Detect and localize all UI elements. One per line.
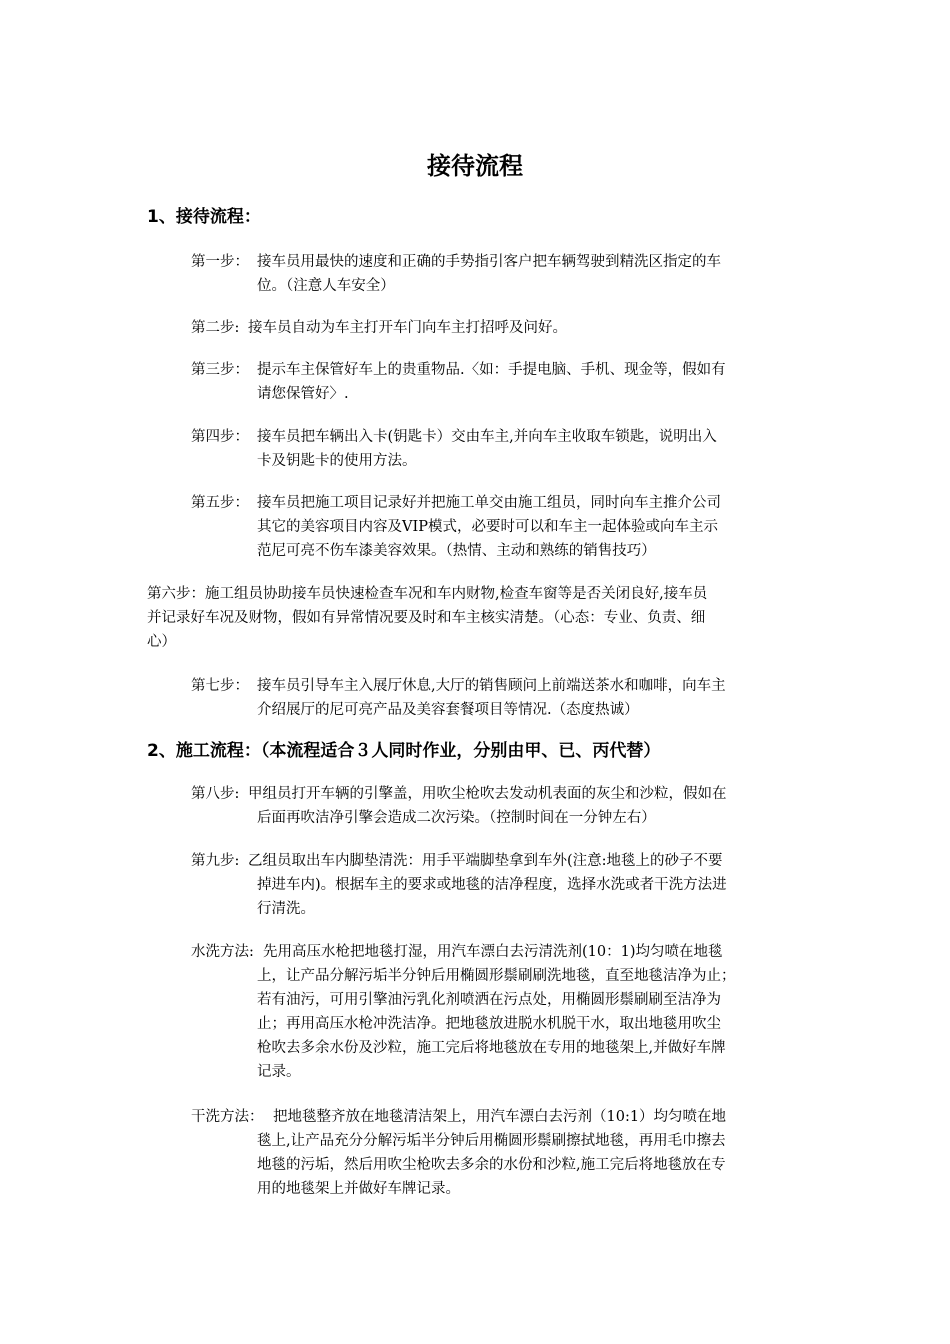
section-heading-reception: 1、接待流程： bbox=[147, 207, 261, 227]
step-item bbox=[191, 782, 815, 830]
step-label: 干洗方法： bbox=[191, 1109, 264, 1125]
step-item bbox=[191, 425, 815, 473]
text-line: 用的地毯架上并做好车牌记录。 bbox=[257, 1181, 460, 1197]
section-heading-construction: 2、施工流程：（本流程适合３人同时作业，分别由甲、已、丙代替） bbox=[147, 741, 661, 761]
text-line: 提示车主保管好车上的贵重物品.〈如：手提电脑、手机、现金等，假如有 bbox=[257, 362, 726, 378]
text-line: 把地毯整齐放在地毯清洁架上，用汽车漂白去污剂（10:1）均匀喷在地 bbox=[273, 1109, 727, 1125]
step-item bbox=[191, 316, 815, 340]
step-item bbox=[191, 491, 815, 563]
text-line: 卡及钥匙卡的使用方法。 bbox=[257, 453, 417, 469]
step-item bbox=[147, 582, 813, 654]
text-line: 心） bbox=[147, 634, 176, 650]
text-line: 介绍展厅的尼可亮产品及美容套餐项目等情况.（态度热诚） bbox=[257, 702, 639, 718]
step-label: 第四步： bbox=[191, 429, 249, 445]
text-line: 施工组员协助接车员快速检查车况和车内财物,检查车窗等是否关闭良好,接车员 bbox=[205, 586, 708, 602]
text-line: 接车员自动为车主打开车门向车主打招呼及问好。 bbox=[248, 320, 567, 336]
step-text bbox=[147, 582, 813, 606]
step-text bbox=[248, 316, 806, 340]
text-line: 掉进车内)。根据车主的要求或地毯的洁净程度，选择水洗或者干洗方法进 bbox=[257, 877, 727, 893]
step-text bbox=[257, 491, 815, 563]
step-text bbox=[257, 940, 815, 1084]
text-line: 枪吹去多余水份及沙粒，施工完后将地毯放在专用的地毯架上,并做好车牌 bbox=[257, 1040, 726, 1056]
text-line: 请您保管好〉. bbox=[257, 386, 349, 402]
step-label: 第五步： bbox=[191, 495, 249, 511]
step-item bbox=[191, 250, 815, 298]
step-text bbox=[248, 849, 815, 921]
text-line: 先用高压水枪把地毯打湿，用汽车漂白去污清洗剂(10：1)均匀喷在地毯 bbox=[263, 944, 723, 960]
text-line: 后面再吹洁净引擎会造成二次污染。（控制时间在一分钟左右） bbox=[257, 810, 656, 826]
text-line: 止；再用高压水枪冲洗洁净。把地毯放进脱水机脱干水，取出地毯用吹尘 bbox=[257, 1016, 721, 1032]
text-line: 甲组员打开车辆的引擎盖，用吹尘枪吹去发动机表面的灰尘和沙粒，假如在 bbox=[248, 786, 727, 802]
step-item bbox=[191, 1105, 815, 1201]
text-line: 毯上,让产品充分分解污垢半分钟后用椭圆形鬃刷擦拭地毯，再用毛巾擦去 bbox=[257, 1133, 726, 1149]
step-text bbox=[257, 250, 815, 298]
step-label: 第六步： bbox=[147, 586, 205, 602]
page-title: 接待流程 bbox=[427, 152, 523, 180]
step-text bbox=[257, 425, 815, 473]
step-text bbox=[248, 782, 815, 830]
step-text bbox=[257, 674, 815, 722]
step-item bbox=[191, 849, 815, 921]
step-label: 第二步: bbox=[191, 320, 240, 336]
text-line: 范尼可亮不伤车漆美容效果。（热情、主动和熟练的销售技巧） bbox=[257, 543, 656, 559]
text-line: 接车员用最快的速度和正确的手势指引客户把车辆驾驶到精洗区指定的车 bbox=[257, 254, 721, 270]
text-line: 行清洗。 bbox=[257, 901, 315, 917]
text-line: 其它的美容项目内容及VIP模式，必要时可以和车主一起体验或向车主示 bbox=[257, 519, 718, 535]
text-line: 若有油污，可用引擎油污乳化剂喷洒在污点处，用椭圆形鬃刷刷至洁净为 bbox=[257, 992, 721, 1008]
step-text bbox=[257, 358, 815, 406]
step-text bbox=[257, 1105, 815, 1201]
text-line: 上，让产品分解污垢半分钟后用椭圆形鬃刷刷洗地毯，直至地毯洁净为止； bbox=[257, 968, 736, 984]
text-line: 地毯的污垢，然后用吹尘枪吹去多余的水份和沙粒,施工完后将地毯放在专 bbox=[257, 1157, 726, 1173]
step-label: 第三步： bbox=[191, 362, 249, 378]
text-line: 乙组员取出车内脚垫清洗：用手平端脚垫拿到车外(注意:地毯上的砂子不要 bbox=[248, 853, 723, 869]
text-line: 接车员引导车主入展厅休息,大厅的销售顾问上前端送茶水和咖啡，向车主 bbox=[257, 678, 726, 694]
step-item bbox=[191, 940, 815, 1084]
step-item bbox=[191, 358, 815, 406]
text-line: 并记录好车况及财物，假如有异常情况要及时和车主核实清楚。（心态：专业、负责、细 bbox=[147, 610, 706, 626]
step-label: 第七步： bbox=[191, 678, 249, 694]
step-label: 第九步: bbox=[191, 853, 240, 869]
step-label: 第一步： bbox=[191, 254, 249, 270]
text-line: 记录。 bbox=[257, 1064, 301, 1080]
step-label: 第八步: bbox=[191, 786, 240, 802]
text-line: 位。（注意人车安全） bbox=[257, 278, 395, 294]
text-line: 接车员把施工项目记录好并把施工单交由施工组员，同时向车主推介公司 bbox=[257, 495, 721, 511]
text-line: 接车员把车辆出入卡(钥匙卡）交由车主,并向车主收取车锁匙，说明出入 bbox=[257, 429, 717, 445]
step-item bbox=[191, 674, 815, 722]
step-label: 水洗方法: bbox=[191, 944, 254, 960]
